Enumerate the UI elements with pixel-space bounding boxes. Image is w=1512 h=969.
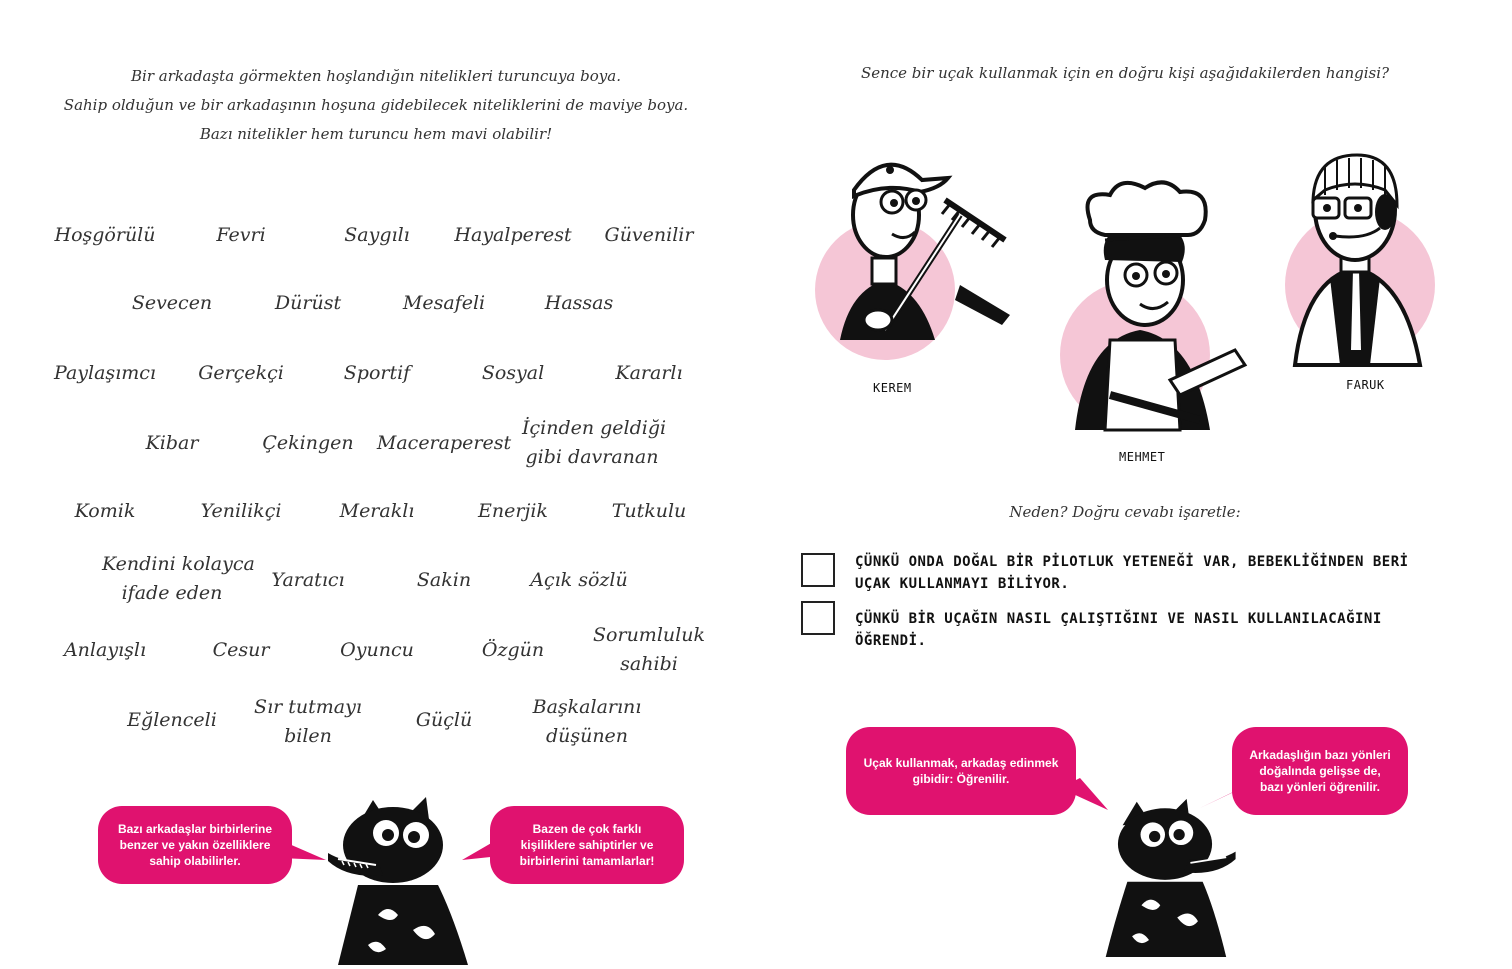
instruction-line: Bazı nitelikler hem turuncu hem mavi olabilir! bbox=[199, 125, 553, 143]
trait-word[interactable]: Yaratıcı bbox=[271, 569, 345, 591]
trait-word[interactable]: Oyuncu bbox=[340, 639, 414, 661]
name-label-faruk: FARUK bbox=[1346, 378, 1385, 392]
name-label-mehmet: MEHMET bbox=[1119, 450, 1166, 464]
speech-bubble-right: Bazen de çok farklı kişiliklere sahiptirler ve birbirlerini tamamlarlar! bbox=[490, 806, 684, 884]
trait-word[interactable]: Kararlı bbox=[615, 362, 683, 384]
trait-word[interactable]: Cesur bbox=[212, 639, 270, 661]
speech-bubble-left: Bazı arkadaşlar birbirlerine benzer ve yakın özelliklere sahip olabilirler. bbox=[98, 806, 292, 884]
answer-option-1[interactable]: ÇÜNKÜ ONDA DOĞAL BİR PİLOTLUK YETENEĞİ VAR, BEBEKLİĞİNDEN BERİ UÇAK KULLANMAYI BİLİYOR. bbox=[855, 554, 1409, 592]
trait-word[interactable]: Güçlü bbox=[415, 709, 473, 731]
trait-word[interactable]: Anlayışlı bbox=[63, 639, 147, 661]
trait-word[interactable]: Sosyal bbox=[481, 362, 545, 384]
dog-mascot-icon bbox=[318, 795, 488, 965]
trait-word[interactable]: Kendini kolayca ifade eden bbox=[102, 553, 255, 604]
trait-word[interactable]: Tutkulu bbox=[611, 500, 687, 522]
speech-bubble-right-right-page: Arkadaşlığın bazı yönleri doğalında gelişse de, bazı yönleri öğrenilir. bbox=[1232, 727, 1408, 815]
trait-word[interactable]: Kibar bbox=[145, 432, 199, 454]
trait-word[interactable]: Sorumluluk sahibi bbox=[593, 624, 705, 675]
instruction-line: Sahip olduğun ve bir arkadaşının hoşuna gidebilecek niteliklerini de maviye boya. bbox=[63, 96, 689, 114]
trait-word[interactable]: Sakin bbox=[416, 569, 472, 591]
trait-word[interactable]: Açık sözlü bbox=[530, 569, 628, 591]
trait-word[interactable]: Özgün bbox=[481, 639, 545, 661]
answer-checkbox-2[interactable] bbox=[801, 601, 835, 635]
trait-word[interactable]: Dürüst bbox=[274, 292, 342, 314]
trait-word[interactable]: Eğlenceli bbox=[127, 709, 217, 731]
trait-word[interactable]: Çekingen bbox=[262, 432, 354, 454]
trait-word[interactable]: Hayalperest bbox=[454, 224, 572, 246]
trait-word[interactable]: Yenilikçi bbox=[200, 500, 282, 522]
answer-option-2[interactable]: ÇÜNKÜ BİR UÇAĞIN NASIL ÇALIŞTIĞINI VE NASIL KULLANILACAĞINI ÖĞRENDİ. bbox=[855, 611, 1382, 649]
trait-word[interactable]: Hassas bbox=[544, 292, 614, 314]
trait-word[interactable]: Meraklı bbox=[339, 500, 415, 522]
trait-word[interactable]: Mesafeli bbox=[402, 292, 486, 314]
trait-word[interactable]: İçinden geldiği gibi davranan bbox=[522, 417, 667, 468]
trait-word[interactable]: Başkalarını düşünen bbox=[532, 696, 642, 747]
trait-word[interactable]: Maceraperest bbox=[376, 432, 512, 454]
faruk-pilot-illustration bbox=[1275, 150, 1445, 380]
instruction-line: Bir arkadaşta görmekten hoşlandığın nitelikleri turuncuya boya. bbox=[131, 67, 621, 85]
trait-word[interactable]: Sevecen bbox=[131, 292, 213, 314]
trait-word[interactable]: Güvenilir bbox=[604, 224, 694, 246]
trait-word[interactable]: Gerçekçi bbox=[198, 362, 284, 384]
trait-word[interactable]: Saygılı bbox=[344, 224, 410, 246]
trait-word[interactable]: Enerjik bbox=[478, 500, 548, 522]
why-prompt: Neden? Doğru cevabı işaretle: bbox=[1009, 503, 1241, 521]
trait-word[interactable]: Sır tutmayı bilen bbox=[254, 696, 362, 747]
trait-word[interactable]: Paylaşımcı bbox=[54, 362, 156, 384]
trait-word[interactable]: Hoşgörülü bbox=[54, 224, 156, 246]
speech-bubble-left-right-page: Uçak kullanmak, arkadaş edinmek gibidir: Öğrenilir. bbox=[846, 727, 1076, 815]
instructions bbox=[60, 62, 692, 149]
dog-mascot-icon bbox=[1085, 792, 1245, 962]
trait-word[interactable]: Fevri bbox=[216, 224, 266, 246]
trait-word[interactable]: Komik bbox=[74, 500, 136, 522]
question-text: Sence bir uçak kullanmak için en doğru kişi aşağıdakilerden hangisi? bbox=[860, 64, 1390, 82]
name-label-kerem: KEREM bbox=[873, 381, 912, 395]
mehmet-chef-illustration bbox=[1050, 180, 1250, 430]
answer-checkbox-1[interactable] bbox=[801, 553, 835, 587]
kerem-gardener-illustration bbox=[810, 140, 1010, 370]
trait-word[interactable]: Sportif bbox=[343, 362, 411, 384]
